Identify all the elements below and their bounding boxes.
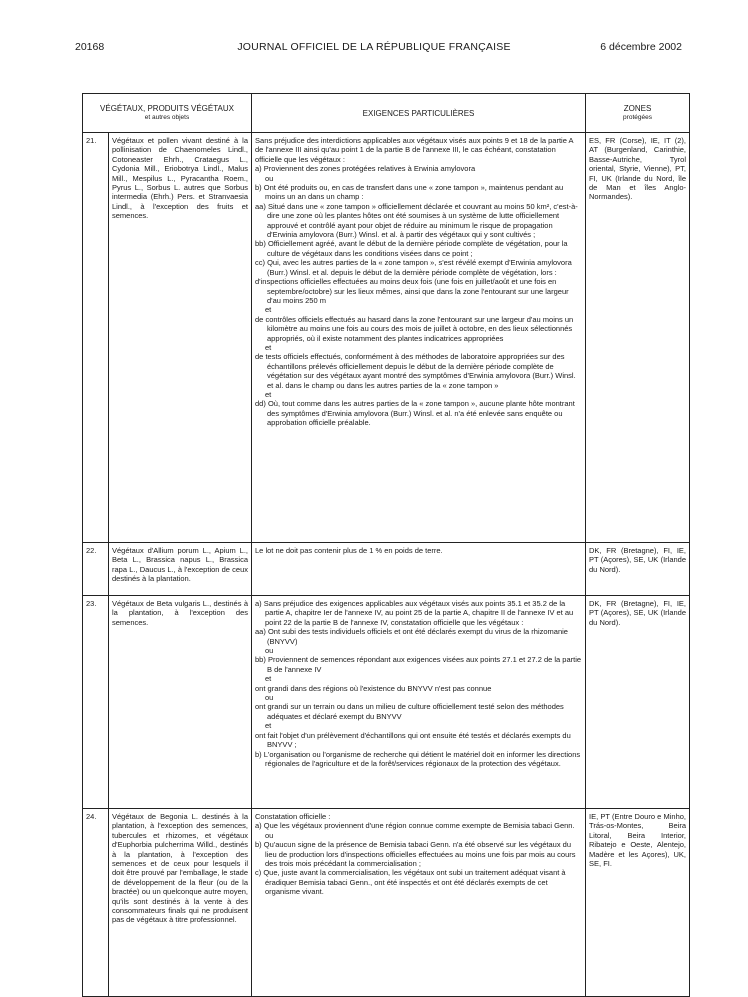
- exigence-line: Constatation officielle :: [255, 812, 331, 821]
- exigence-line: a) Sans préjudice des exigences applicables aux végétaux visés aux points 35.1 et 35.2 de la partie A, chapitre Ier de l'annexe IV, au point 25 de la partie A, chapitre II de l'annexe IV et au point 22 de la partie B de l'annexe IV, constatation officielle que les végétaux :: [255, 599, 574, 627]
- exigence-conjunction: ou: [265, 693, 274, 703]
- row-number: 24.: [83, 809, 109, 997]
- exigence-line: de tests officiels effectués, conformément à des méthodes de laboratoire appropriées sur des échantillons prélevés officiellement depuis le début de la dernière période complète de végétation sur des végétaux ayant montré des symptômes d'Erwinia amylovora (Burr.) Winsl. et al. dans le champ ou dans les autres parties de la « zone tampon »: [255, 352, 576, 390]
- exigence-conjunction: ou: [265, 173, 274, 183]
- table-row: [83, 809, 690, 997]
- zones-cell: IE, PT (Entre Douro e Minho, Trás-os-Montes, Beira Litoral, Beira Interior, Ribatejo e Oeste, Alentejo, Madère et les Açores), UK, SE, FI.: [586, 809, 690, 997]
- row-number: 21.: [83, 133, 109, 543]
- vegetaux-cell: Végétaux de Begonia L. destinés à la plantation, à l'exception des semences, tubercules et rhizomes, et végétaux d'Euphorbia pulcherrima Willd., destinés à la plantation, à l'exception des semences et de ceux pour lesquels il doit être prouvé par l'emballage, le stade de développement de la fleur (ou de la bractée) ou un quelconque autre moyen, qu'ils sont destinés à la vente à des consommateurs finals qui ne produisent pas de végétaux à titre professionnel.: [109, 809, 252, 997]
- row-number: 23.: [83, 596, 109, 809]
- exigence-line: bb) Proviennent de semences répondant aux exigences visées aux points 27.1 et 27.2 de la partie B de l'annexe IV: [255, 655, 582, 674]
- exigence-line: Le lot ne doit pas contenir plus de 1 % en poids de terre.: [255, 546, 443, 555]
- regulation-table: [82, 93, 690, 997]
- exigence-line: dd) Où, tout comme dans les autres parties de la « zone tampon », aucune plante hôte montrant des symptômes d'Erwinia amylovora (Burr.) Winsl. et al. n'a été enlevée sans enquête ou approbation officielle préalable.: [255, 399, 575, 428]
- column-header-zones-label: ZONES: [623, 104, 652, 113]
- exigence-line: Sans préjudice des interdictions applicables aux végétaux visés aux points 9 et 18 de la partie A de l'annexe III ainsi qu'au point 1 de la partie B de l'annexe III, le cas échéant, constatation officielle que les végétaux :: [255, 136, 574, 164]
- exigence-line: b) Ont été produits ou, en cas de transfert dans une « zone tampon », maintenus pendant au moins un an dans un champ :: [255, 183, 564, 202]
- exigence-line: a) Que les végétaux proviennent d'une région connue comme exempte de Bemisia tabaci Genn.: [255, 821, 575, 831]
- page-number: 20168: [75, 41, 105, 53]
- exigence-line: bb) Officiellement agréé, avant le début de la dernière période complète de végétation, pour la culture de végétaux dans les conditions visées dans ce point ;: [255, 239, 568, 258]
- table-row: [83, 133, 690, 543]
- column-header-vegetaux-sub: et autres objets: [144, 114, 190, 121]
- zones-cell: DK, FR (Bretagne), FI, IE, PT (Açores), SE, UK (Irlande du Nord).: [586, 543, 690, 596]
- column-header-zones: [586, 94, 690, 133]
- exigence-conjunction: ou: [265, 646, 274, 656]
- exigence-conjunction: et: [265, 721, 272, 731]
- exigence-conjunction: et: [265, 305, 272, 315]
- vegetaux-cell: Végétaux d'Allium porum L., Apium L., Beta L., Brassica napus L., Brassica rapa L., Daucus L., à l'exception de ceux destinés à la plantation.: [109, 543, 252, 596]
- column-header-exigences: EXIGENCES PARTICULIÈRES: [252, 94, 586, 133]
- exigence-line: de contrôles officiels effectués au hasard dans la zone l'entourant sur une largeur d'au moins un kilomètre au moins une fois au cours des mois de juillet à octobre, en des lieux sélectionnés appropriés, où il existe notamment des plantes indicatrices appropriées: [255, 314, 574, 343]
- exigence-conjunction: et: [265, 342, 272, 352]
- table-row: [83, 596, 690, 809]
- exigence-line: aa) Situé dans une « zone tampon » officiellement déclarée et couvrant au moins 50 km², c'est-à-dire une zone où les plantes hôtes ont été soumises à un système de lutte officiellement approuvé et contrôlé ayant pour objet de réduire au minimum le risque de propagation d'Erwinia amylovora (Burr.) Winsl. et al. à partir des végétaux qui y sont cultivés ;: [255, 201, 578, 240]
- zones-cell: ES, FR (Corse), IE, IT (2), AT (Burgenland, Carinthie, Basse-Autriche, Tyrol oriental, Styrie, Vienne), PT, FI, UK (Irlande du Nord, île de Man et îles Anglo-Normandes).: [586, 133, 690, 543]
- column-header-zones-sub: protégées: [623, 114, 652, 121]
- column-header-vegetaux: [83, 94, 252, 133]
- exigence-conjunction: ou: [265, 830, 274, 840]
- vegetaux-cell: Végétaux et pollen vivant destiné à la pollinisation de Chaenomeles Lindl., Cotoneaster Ehrh., Crataegus L., Cydonia Mill., Eriobotrya Lindl., Malus Mill., Mespilus L., Pyracantha Roem., Pyrus L., Sorbus L. autres que Sorbus intermedia (Ehrh.) Pers. et Stranvaesia Lindl., à l'exception des fruits et semences.: [109, 133, 252, 543]
- issue-date: 6 décembre 2002: [600, 41, 682, 53]
- exigence-line: ont grandi dans des régions où l'existence du BNYVV n'est pas connue: [255, 683, 492, 693]
- row-number: 22.: [83, 543, 109, 596]
- exigence-line: c) Que, juste avant la commercialisation, les végétaux ont subi un traitement adéquat visant à éradiquer Bemisia tabaci Genn., ont été inspectés et ont été déclarés exempts de cet organisme vivant.: [255, 868, 566, 897]
- exigence-line: ont fait l'objet d'un prélèvement d'échantillons qui ont ensuite été testés et déclarés exempts du BNYVV ;: [255, 730, 571, 750]
- exigences-cell: [252, 596, 586, 809]
- exigence-line: b) Qu'aucun signe de la présence de Bemisia tabaci Genn. n'a été observé sur les végétaux du lieu de production lors d'inspections officielles effectuées au moins une fois par mois au cours des trois mois précédant la commercialisation ;: [255, 840, 576, 869]
- exigence-line: ont grandi sur un terrain ou dans un milieu de culture officiellement testé selon des méthodes adéquates et déclaré exempt du BNYVV: [255, 702, 564, 721]
- exigence-conjunction: et: [265, 389, 272, 399]
- exigences-cell: [252, 543, 586, 596]
- exigences-cell: [252, 809, 586, 997]
- exigence-line: b) L'organisation ou l'organisme de recherche qui détient le matériel doit en informer les directions régionales de l'agriculture et de la forêt/services régionaux de la protection des végétaux.: [255, 749, 581, 768]
- exigence-line: aa) Ont subi des tests individuels officiels et ont été déclarés exempt du virus de la rhizomanie (BNYVV): [255, 627, 568, 646]
- exigence-line: a) Proviennent des zones protégées relatives à Erwinia amylovora: [255, 164, 476, 174]
- exigence-line: cc) Qui, avec les autres parties de la « zone tampon », s'est révélé exempt d'Erwinia amylovora (Burr.) Winsl. et al. depuis le début de la dernière période complète de végétation, lors :: [255, 258, 572, 277]
- journal-title: JOURNAL OFFICIEL DE LA RÉPUBLIQUE FRANÇAISE: [237, 41, 511, 53]
- exigences-cell: [252, 133, 586, 543]
- exigence-conjunction: et: [265, 674, 272, 684]
- vegetaux-cell: Végétaux de Beta vulgaris L., destinés à la plantation, à l'exception des semences.: [109, 596, 252, 809]
- column-header-vegetaux-label: VÉGÉTAUX, PRODUITS VÉGÉTAUX: [100, 104, 234, 113]
- zones-cell: DK, FR (Bretagne), FI, IE, PT (Açores), SE, UK (Irlande du Nord).: [586, 596, 690, 809]
- table-row: [83, 543, 690, 596]
- table-header-row: [83, 94, 690, 133]
- exigence-line: d'inspections officielles effectuées au moins deux fois (une fois en juillet/août et une fois en septembre/octobre) sur les lieux mêmes, ainsi que dans la zone l'entourant sur une largeur d'au moins 250 m: [255, 277, 569, 305]
